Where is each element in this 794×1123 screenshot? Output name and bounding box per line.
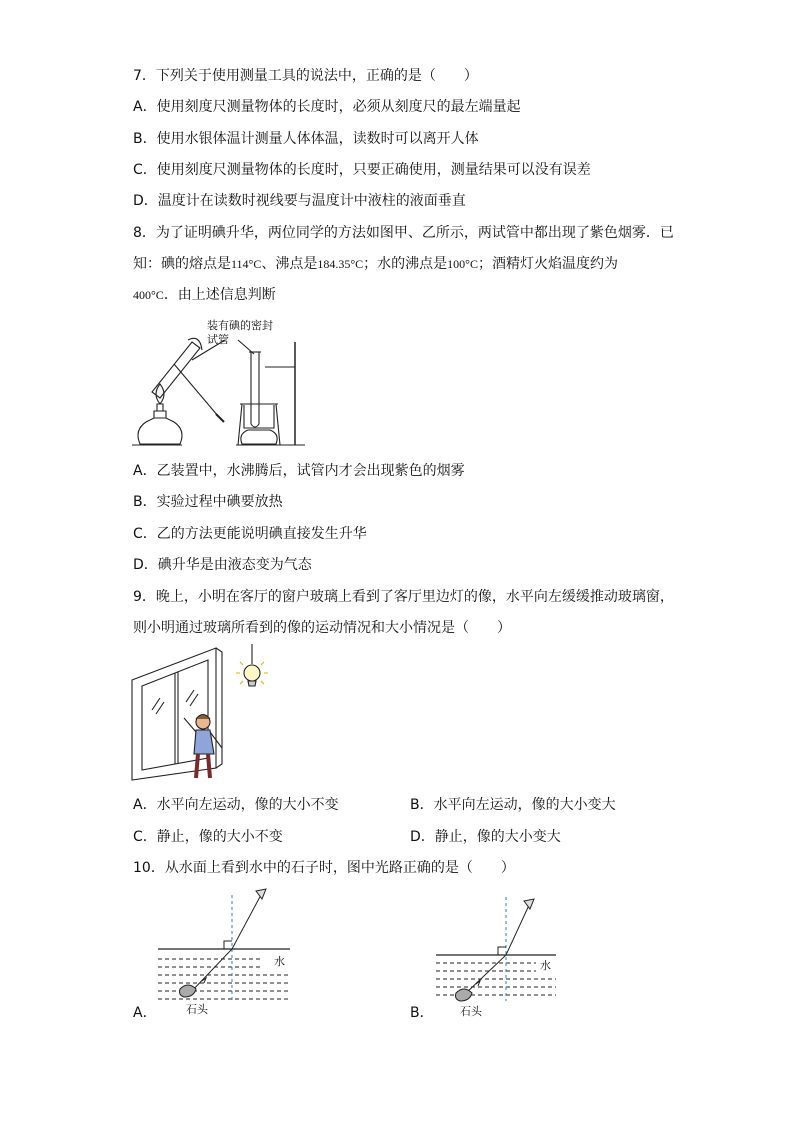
- q10-a-stone-label: 石头: [186, 1004, 208, 1016]
- q7-option-b: B．使用水银体温计测量人体体温，读数时可以离开人体: [133, 131, 479, 147]
- q7-option-c: C．使用刻度尺测量物体的长度时，只要正确使用，测量结果可以没有误差: [133, 162, 591, 178]
- q10-figure-a: [156, 885, 296, 1015]
- q8-stem-text-b: 、沸点是: [261, 256, 318, 272]
- q10-a-water-label: 水: [274, 955, 285, 968]
- q10-b-stone-label: 石头: [460, 1006, 482, 1018]
- q8-stem-text-c: ；水的沸点是: [363, 256, 448, 272]
- q10-b-water-label: 水: [540, 959, 551, 972]
- q8-melting-point: 114°C: [231, 257, 262, 271]
- q10-option-a: A．: [133, 1005, 157, 1021]
- q8-stem-line2: [133, 255, 618, 273]
- q10-stem: 10．从水面上看到水中的石子时，图中光路正确的是（ ）: [133, 860, 515, 876]
- q7-option-d: D．温度计在读数时视线要与温度计中液柱的液面垂直: [133, 193, 466, 209]
- q8-water-boiling-point: 100°C: [447, 257, 478, 271]
- q8-option-a: A．乙装置中，水沸腾后，试管内才会出现紫色的烟雾: [133, 463, 465, 479]
- q9-option-c: C．静止，像的大小不变: [133, 829, 283, 845]
- q9-option-b: B．水平向左运动，像的大小变大: [410, 797, 616, 813]
- q9-option-a: A．水平向左运动，像的大小不变: [133, 797, 339, 813]
- q10-option-b: B．: [410, 1005, 434, 1021]
- q8-stem-text-a: 知：碘的熔点是: [133, 256, 231, 272]
- q8-boiling-point: 184.35°C: [317, 257, 364, 271]
- q8-stem-line1: 8．为了证明碘升华，两位同学的方法如图甲、乙所示，两试管中都出现了紫色烟雾．已: [133, 225, 674, 241]
- q8-stem-text-d: ；酒精灯火焰温度约为: [477, 256, 618, 272]
- q7-option-a: A．使用刻度尺测量物体的长度时，必须从刻度尺的最左端量起: [133, 99, 521, 115]
- q9-stem-line2: 则小明通过玻璃所看到的像的运动情况和大小情况是（ ）: [133, 620, 511, 636]
- q9-stem-line1: 9．晚上，小明在客厅的窗户玻璃上看到了客厅里边灯的像，水平向左缓缓推动玻璃窗，: [133, 589, 674, 605]
- q10-figure-b: [434, 885, 574, 1015]
- q8-option-d: D．碘升华是由液态变为气态: [133, 557, 312, 573]
- q9-figure: [130, 640, 290, 790]
- q8-stem-line3: [133, 286, 276, 304]
- q8-flame-temperature: 400°C: [133, 288, 164, 302]
- q8-option-c: C．乙的方法更能说明碘直接发生升华: [133, 526, 367, 542]
- q8-option-b: B．实验过程中碘要放热: [133, 494, 283, 510]
- q8-stem-text-e: ．由上述信息判断: [163, 287, 276, 303]
- q8-figure: [130, 312, 430, 452]
- q7-stem: 7．下列关于使用测量工具的说法中，正确的是（ ）: [133, 68, 478, 84]
- q9-option-d: D．静止，像的大小变大: [410, 829, 561, 845]
- q8-figure-label-line2: 试管: [207, 333, 229, 346]
- q8-figure-label-line1: 装有碘的密封: [207, 319, 273, 332]
